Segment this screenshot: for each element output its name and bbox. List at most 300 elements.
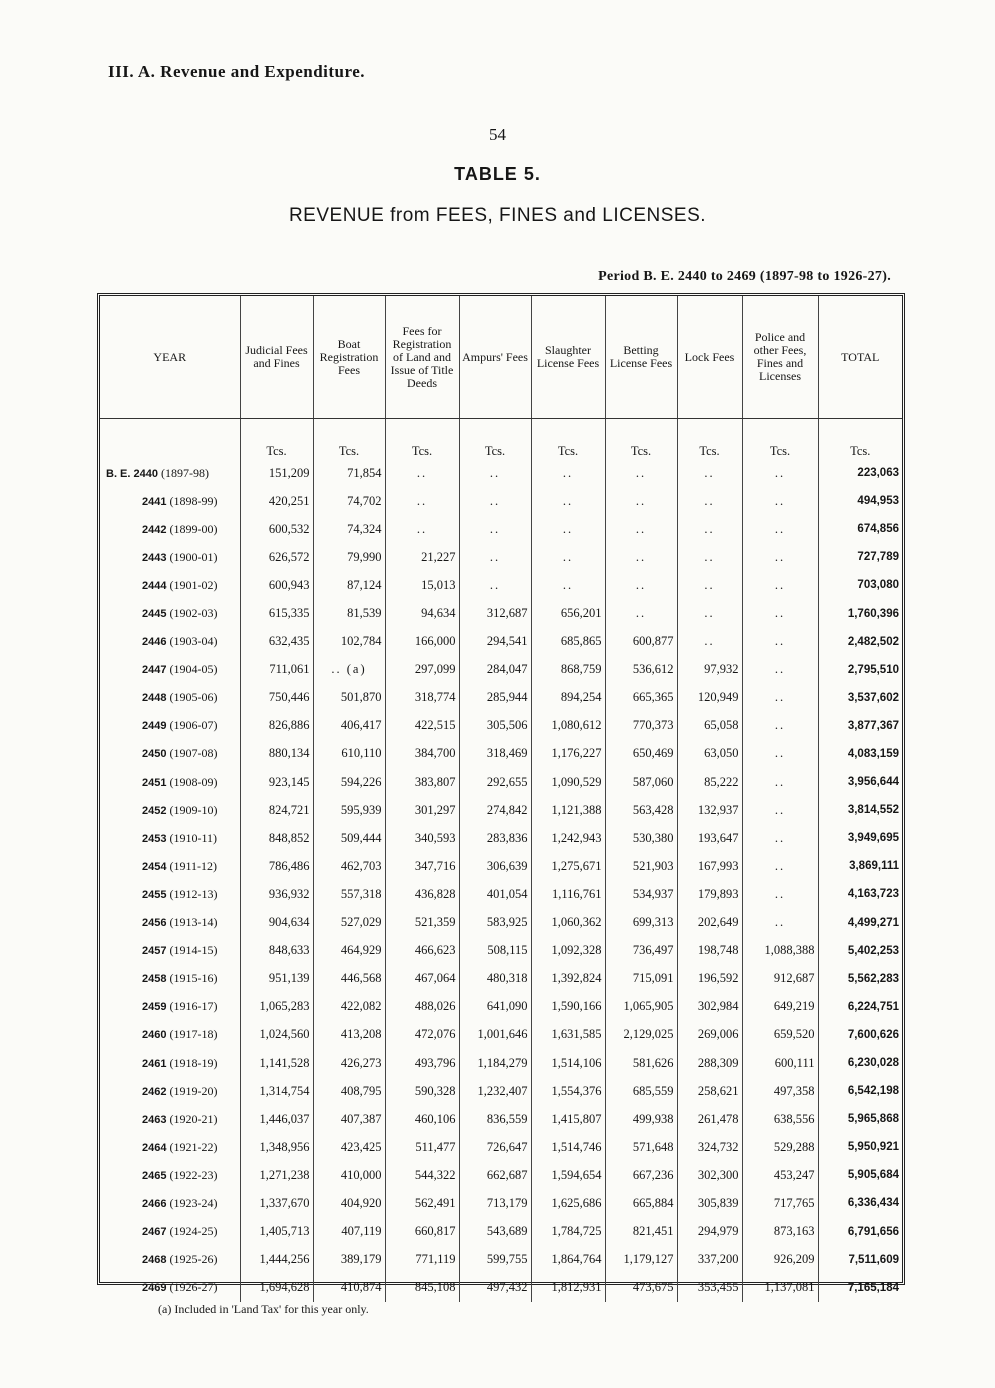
value-cell: 1,446,037 [240,1105,313,1133]
year-cell [100,824,240,852]
table-row [100,796,902,824]
total-cell: 494,953 [818,487,902,515]
value-cell: 1,092,328 [531,937,605,965]
year-ad: (1910-11) [169,830,218,845]
value-cell: .. [677,515,742,543]
value-cell: 821,451 [605,1218,677,1246]
value-cell: .. [677,459,742,487]
table-body [100,419,902,1302]
value-cell: 420,251 [240,487,313,515]
year-be: 2446 [142,636,167,649]
value-cell: 464,929 [313,937,385,965]
unit-cell: Tcs. [240,419,313,460]
year-be: 2469 [142,1282,167,1295]
value-cell: .. (a) [313,656,385,684]
year-ad: (1897-98) [160,465,209,480]
table-row [100,1077,902,1105]
total-cell: 5,965,868 [818,1105,902,1133]
value-cell: .. [459,543,531,571]
value-cell: 521,903 [605,852,677,880]
value-cell: 305,839 [677,1189,742,1217]
value-cell: .. [605,487,677,515]
table-row [100,1105,902,1133]
total-cell: 3,956,644 [818,768,902,796]
year-ad: (1921-22) [169,1139,218,1154]
value-cell: .. [742,599,818,627]
value-cell: .. [742,824,818,852]
value-cell: .. [742,880,818,908]
value-cell: 466,623 [385,937,459,965]
year-cell [100,909,240,937]
value-cell: 656,201 [531,599,605,627]
value-cell: 306,639 [459,852,531,880]
table-row [100,543,902,571]
value-cell: 544,322 [385,1161,459,1189]
value-cell: 594,226 [313,768,385,796]
total-cell: 4,163,723 [818,880,902,908]
header-row [100,296,902,419]
value-cell: 562,491 [385,1189,459,1217]
year-be: 2457 [142,945,167,958]
table-title: TABLE 5. [454,164,541,184]
value-cell: 836,559 [459,1105,531,1133]
total-cell: 3,949,695 [818,824,902,852]
year-be: 2453 [142,832,167,845]
value-cell: .. [385,459,459,487]
value-cell: 410,874 [313,1274,385,1302]
year-cell [100,740,240,768]
value-cell: 662,687 [459,1161,531,1189]
value-cell: 600,532 [240,515,313,543]
year-ad: (1899-00) [169,521,218,536]
value-cell: 1,348,956 [240,1133,313,1161]
year-ad: (1904-05) [169,662,218,677]
value-cell: .. [742,487,818,515]
value-cell: .. [742,571,818,599]
value-cell: .. [742,628,818,656]
value-cell: 1,594,654 [531,1161,605,1189]
header-betting: Betting License Fees [605,296,677,419]
value-cell: 595,939 [313,796,385,824]
value-cell: .. [742,515,818,543]
value-cell: 557,318 [313,880,385,908]
value-cell: .. [742,459,818,487]
value-cell: 638,556 [742,1105,818,1133]
value-cell: 848,852 [240,824,313,852]
value-cell: 641,090 [459,993,531,1021]
value-cell: 543,689 [459,1218,531,1246]
year-ad: (1901-02) [169,577,218,592]
total-cell: 5,402,253 [818,937,902,965]
year-cell [100,1189,240,1217]
revenue-table-frame [97,293,905,1295]
unit-cell: Tcs. [531,419,605,460]
value-cell: 324,732 [677,1133,742,1161]
header-year: YEAR [100,296,240,419]
year-be: 2449 [142,720,167,733]
total-cell: 7,511,609 [818,1246,902,1274]
year-cell [100,487,240,515]
value-cell: 894,254 [531,684,605,712]
total-cell: 4,499,271 [818,909,902,937]
year-be: B. E. 2440 [106,467,158,480]
value-cell: 590,328 [385,1077,459,1105]
value-cell: 406,417 [313,712,385,740]
value-cell: .. [742,852,818,880]
value-cell: .. [459,487,531,515]
value-cell: 649,219 [742,993,818,1021]
year-ad: (1914-15) [169,943,218,958]
value-cell: 261,478 [677,1105,742,1133]
value-cell: 102,784 [313,628,385,656]
year-ad: (1911-12) [169,858,218,873]
year-cell [100,712,240,740]
value-cell: .. [677,487,742,515]
value-cell: 407,119 [313,1218,385,1246]
value-cell: 923,145 [240,768,313,796]
year-cell [100,459,240,487]
value-cell: 1,116,761 [531,880,605,908]
value-cell: 1,514,106 [531,1049,605,1077]
year-cell [100,1218,240,1246]
value-cell: .. [742,656,818,684]
value-cell: 563,428 [605,796,677,824]
value-cell: 1,242,943 [531,824,605,852]
value-cell: 771,119 [385,1246,459,1274]
year-ad: (1908-09) [169,774,218,789]
header-boat: Boat Registration Fees [313,296,385,419]
value-cell: 1,337,670 [240,1189,313,1217]
value-cell: 509,444 [313,824,385,852]
year-ad: (1902-03) [169,606,218,621]
total-cell: 703,080 [818,571,902,599]
value-cell: 848,633 [240,937,313,965]
value-cell: 1,141,528 [240,1049,313,1077]
value-cell: 74,324 [313,515,385,543]
value-cell: 501,870 [313,684,385,712]
value-cell: 436,828 [385,880,459,908]
year-ad: (1903-04) [169,634,218,649]
value-cell: 462,703 [313,852,385,880]
value-cell: 79,990 [313,543,385,571]
value-cell: .. [531,543,605,571]
value-cell: 401,054 [459,880,531,908]
value-cell: 626,572 [240,543,313,571]
value-cell: 81,539 [313,599,385,627]
year-ad: (1912-13) [169,886,218,901]
total-cell: 2,795,510 [818,656,902,684]
value-cell: .. [677,599,742,627]
value-cell: 422,082 [313,993,385,1021]
value-cell: 497,358 [742,1077,818,1105]
table-row [100,993,902,1021]
value-cell: 873,163 [742,1218,818,1246]
table-row [100,1161,902,1189]
value-cell: 87,124 [313,571,385,599]
value-cell: 1,024,560 [240,1021,313,1049]
value-cell: .. [742,712,818,740]
value-cell: 1,184,279 [459,1049,531,1077]
total-cell: 6,542,198 [818,1077,902,1105]
value-cell: 389,179 [313,1246,385,1274]
value-cell: 294,541 [459,628,531,656]
value-cell: .. [605,459,677,487]
table-row [100,909,902,937]
value-cell: 407,387 [313,1105,385,1133]
table-row [100,880,902,908]
value-cell: .. [742,684,818,712]
year-be: 2464 [142,1141,167,1154]
year-ad: (1922-23) [169,1167,218,1182]
total-cell: 7,165,184 [818,1274,902,1302]
year-be: 2451 [142,776,167,789]
table-row [100,1274,902,1302]
total-cell: 6,224,751 [818,993,902,1021]
value-cell: 488,026 [385,993,459,1021]
value-cell: 1,275,671 [531,852,605,880]
value-cell: .. [459,515,531,543]
table-row [100,852,902,880]
value-cell: 685,865 [531,628,605,656]
value-cell: 665,884 [605,1189,677,1217]
year-be: 2462 [142,1085,167,1098]
total-cell: 3,537,602 [818,684,902,712]
value-cell: 736,497 [605,937,677,965]
table-row [100,487,902,515]
value-cell: 74,702 [313,487,385,515]
value-cell: 1,090,529 [531,768,605,796]
value-cell: 472,076 [385,1021,459,1049]
value-cell: 1,694,628 [240,1274,313,1302]
value-cell: .. [742,909,818,937]
table-row [100,965,902,993]
header-judicial: Judicial Fees and Fines [240,296,313,419]
value-cell: 826,886 [240,712,313,740]
value-cell: 422,515 [385,712,459,740]
value-cell: 408,795 [313,1077,385,1105]
year-ad: (1925-26) [169,1252,218,1267]
value-cell: 413,208 [313,1021,385,1049]
unit-cell: Tcs. [742,419,818,460]
year-cell [100,796,240,824]
value-cell: 301,297 [385,796,459,824]
header-slaughter: Slaughter License Fees [531,296,605,419]
unit-cell: Tcs. [677,419,742,460]
total-cell: 5,905,684 [818,1161,902,1189]
total-cell: 4,083,159 [818,740,902,768]
table-row [100,768,902,796]
value-cell: 868,759 [531,656,605,684]
year-be: 2455 [142,888,167,901]
year-ad: (1905-06) [169,690,218,705]
value-cell: 521,359 [385,909,459,937]
value-cell: 581,626 [605,1049,677,1077]
value-cell: 497,432 [459,1274,531,1302]
year-be: 2452 [142,804,167,817]
value-cell: 660,817 [385,1218,459,1246]
value-cell: 337,200 [677,1246,742,1274]
year-cell [100,1105,240,1133]
value-cell: 1,590,166 [531,993,605,1021]
value-cell: 473,675 [605,1274,677,1302]
value-cell: 571,648 [605,1133,677,1161]
table-row [100,937,902,965]
year-ad: (1898-99) [169,493,218,508]
value-cell: 120,949 [677,684,742,712]
value-cell: .. [385,515,459,543]
value-cell: 951,139 [240,965,313,993]
value-cell: 1,271,238 [240,1161,313,1189]
total-cell: 3,814,552 [818,796,902,824]
unit-cell: Tcs. [385,419,459,460]
value-cell: 1,625,686 [531,1189,605,1217]
total-cell: 5,950,921 [818,1133,902,1161]
value-cell: 1,179,127 [605,1246,677,1274]
table-row [100,1246,902,1274]
year-be: 2459 [142,1001,167,1014]
value-cell: 1,631,585 [531,1021,605,1049]
value-cell: 536,612 [605,656,677,684]
value-cell: 667,236 [605,1161,677,1189]
year-be: 2466 [142,1197,167,1210]
value-cell: .. [677,628,742,656]
year-ad: (1923-24) [169,1195,218,1210]
value-cell: 750,446 [240,684,313,712]
year-cell [100,543,240,571]
value-cell: 151,209 [240,459,313,487]
value-cell: 423,425 [313,1133,385,1161]
table-row [100,824,902,852]
value-cell: 1,514,746 [531,1133,605,1161]
table-row [100,459,902,487]
value-cell: 726,647 [459,1133,531,1161]
page-number: 54 [489,125,506,144]
value-cell: 284,047 [459,656,531,684]
header-police: Police and other Fees, Fines and Licenses [742,296,818,419]
value-cell: 65,058 [677,712,742,740]
header-total: TOTAL [818,296,902,419]
value-cell: 587,060 [605,768,677,796]
value-cell: .. [531,487,605,515]
value-cell: .. [459,459,531,487]
period-label: Period B. E. 2440 to 2469 (1897-98 to 1926-27). [598,269,891,284]
value-cell: .. [531,515,605,543]
year-cell [100,684,240,712]
value-cell: 193,647 [677,824,742,852]
table-row [100,684,902,712]
year-ad: (1916-17) [169,999,218,1014]
total-cell: 223,063 [818,459,902,487]
value-cell: 600,877 [605,628,677,656]
year-ad: (1926-27) [169,1280,218,1295]
table-row [100,1218,902,1246]
units-blank [100,419,240,460]
unit-cell: Tcs. [313,419,385,460]
value-cell: 824,721 [240,796,313,824]
table-row [100,628,902,656]
value-cell: 650,469 [605,740,677,768]
value-cell: 467,064 [385,965,459,993]
value-cell: 632,435 [240,628,313,656]
value-cell: 770,373 [605,712,677,740]
year-be: 2447 [142,664,167,677]
value-cell: 711,061 [240,656,313,684]
year-cell [100,880,240,908]
year-ad: (1918-19) [169,1055,218,1070]
total-cell: 6,230,028 [818,1049,902,1077]
year-be: 2456 [142,917,167,930]
year-cell [100,1049,240,1077]
value-cell: 446,568 [313,965,385,993]
value-cell: 426,273 [313,1049,385,1077]
value-cell: 318,469 [459,740,531,768]
year-be: 2443 [142,551,167,564]
total-cell: 3,877,367 [818,712,902,740]
year-cell [100,1274,240,1302]
year-be: 2463 [142,1113,167,1126]
section-heading: III. A. Revenue and Expenditure. [108,62,366,81]
value-cell: 1,314,754 [240,1077,313,1105]
year-cell [100,628,240,656]
year-be: 2461 [142,1057,167,1070]
value-cell: .. [742,796,818,824]
value-cell: 167,993 [677,852,742,880]
year-cell [100,1021,240,1049]
table-row [100,740,902,768]
value-cell: 179,893 [677,880,742,908]
value-cell: .. [605,571,677,599]
value-cell: .. [385,487,459,515]
year-cell [100,937,240,965]
value-cell: 198,748 [677,937,742,965]
year-ad: (1917-18) [169,1027,218,1042]
total-cell: 7,600,626 [818,1021,902,1049]
value-cell: 1,232,407 [459,1077,531,1105]
year-ad: (1913-14) [169,915,218,930]
total-cell: 5,562,283 [818,965,902,993]
year-be: 2445 [142,608,167,621]
value-cell: 63,050 [677,740,742,768]
value-cell: 511,477 [385,1133,459,1161]
footnote: (a) Included in 'Land Tax' for this year only. [158,1302,369,1316]
value-cell: 1,137,081 [742,1274,818,1302]
value-cell: 600,111 [742,1049,818,1077]
value-cell: 283,836 [459,824,531,852]
year-ad: (1919-20) [169,1083,218,1098]
value-cell: 318,774 [385,684,459,712]
year-be: 2467 [142,1226,167,1239]
value-cell: 912,687 [742,965,818,993]
value-cell: 196,592 [677,965,742,993]
year-be: 2465 [142,1169,167,1182]
value-cell: 302,984 [677,993,742,1021]
table-row [100,712,902,740]
value-cell: 717,765 [742,1189,818,1217]
value-cell: 453,247 [742,1161,818,1189]
value-cell: 1,444,256 [240,1246,313,1274]
year-be: 2468 [142,1254,167,1267]
table-row [100,599,902,627]
value-cell: 1,080,612 [531,712,605,740]
value-cell: 132,937 [677,796,742,824]
year-cell [100,965,240,993]
value-cell: 166,000 [385,628,459,656]
value-cell: 94,634 [385,599,459,627]
value-cell: 202,649 [677,909,742,937]
value-cell: 85,222 [677,768,742,796]
value-cell: 480,318 [459,965,531,993]
year-ad: (1900-01) [169,549,218,564]
